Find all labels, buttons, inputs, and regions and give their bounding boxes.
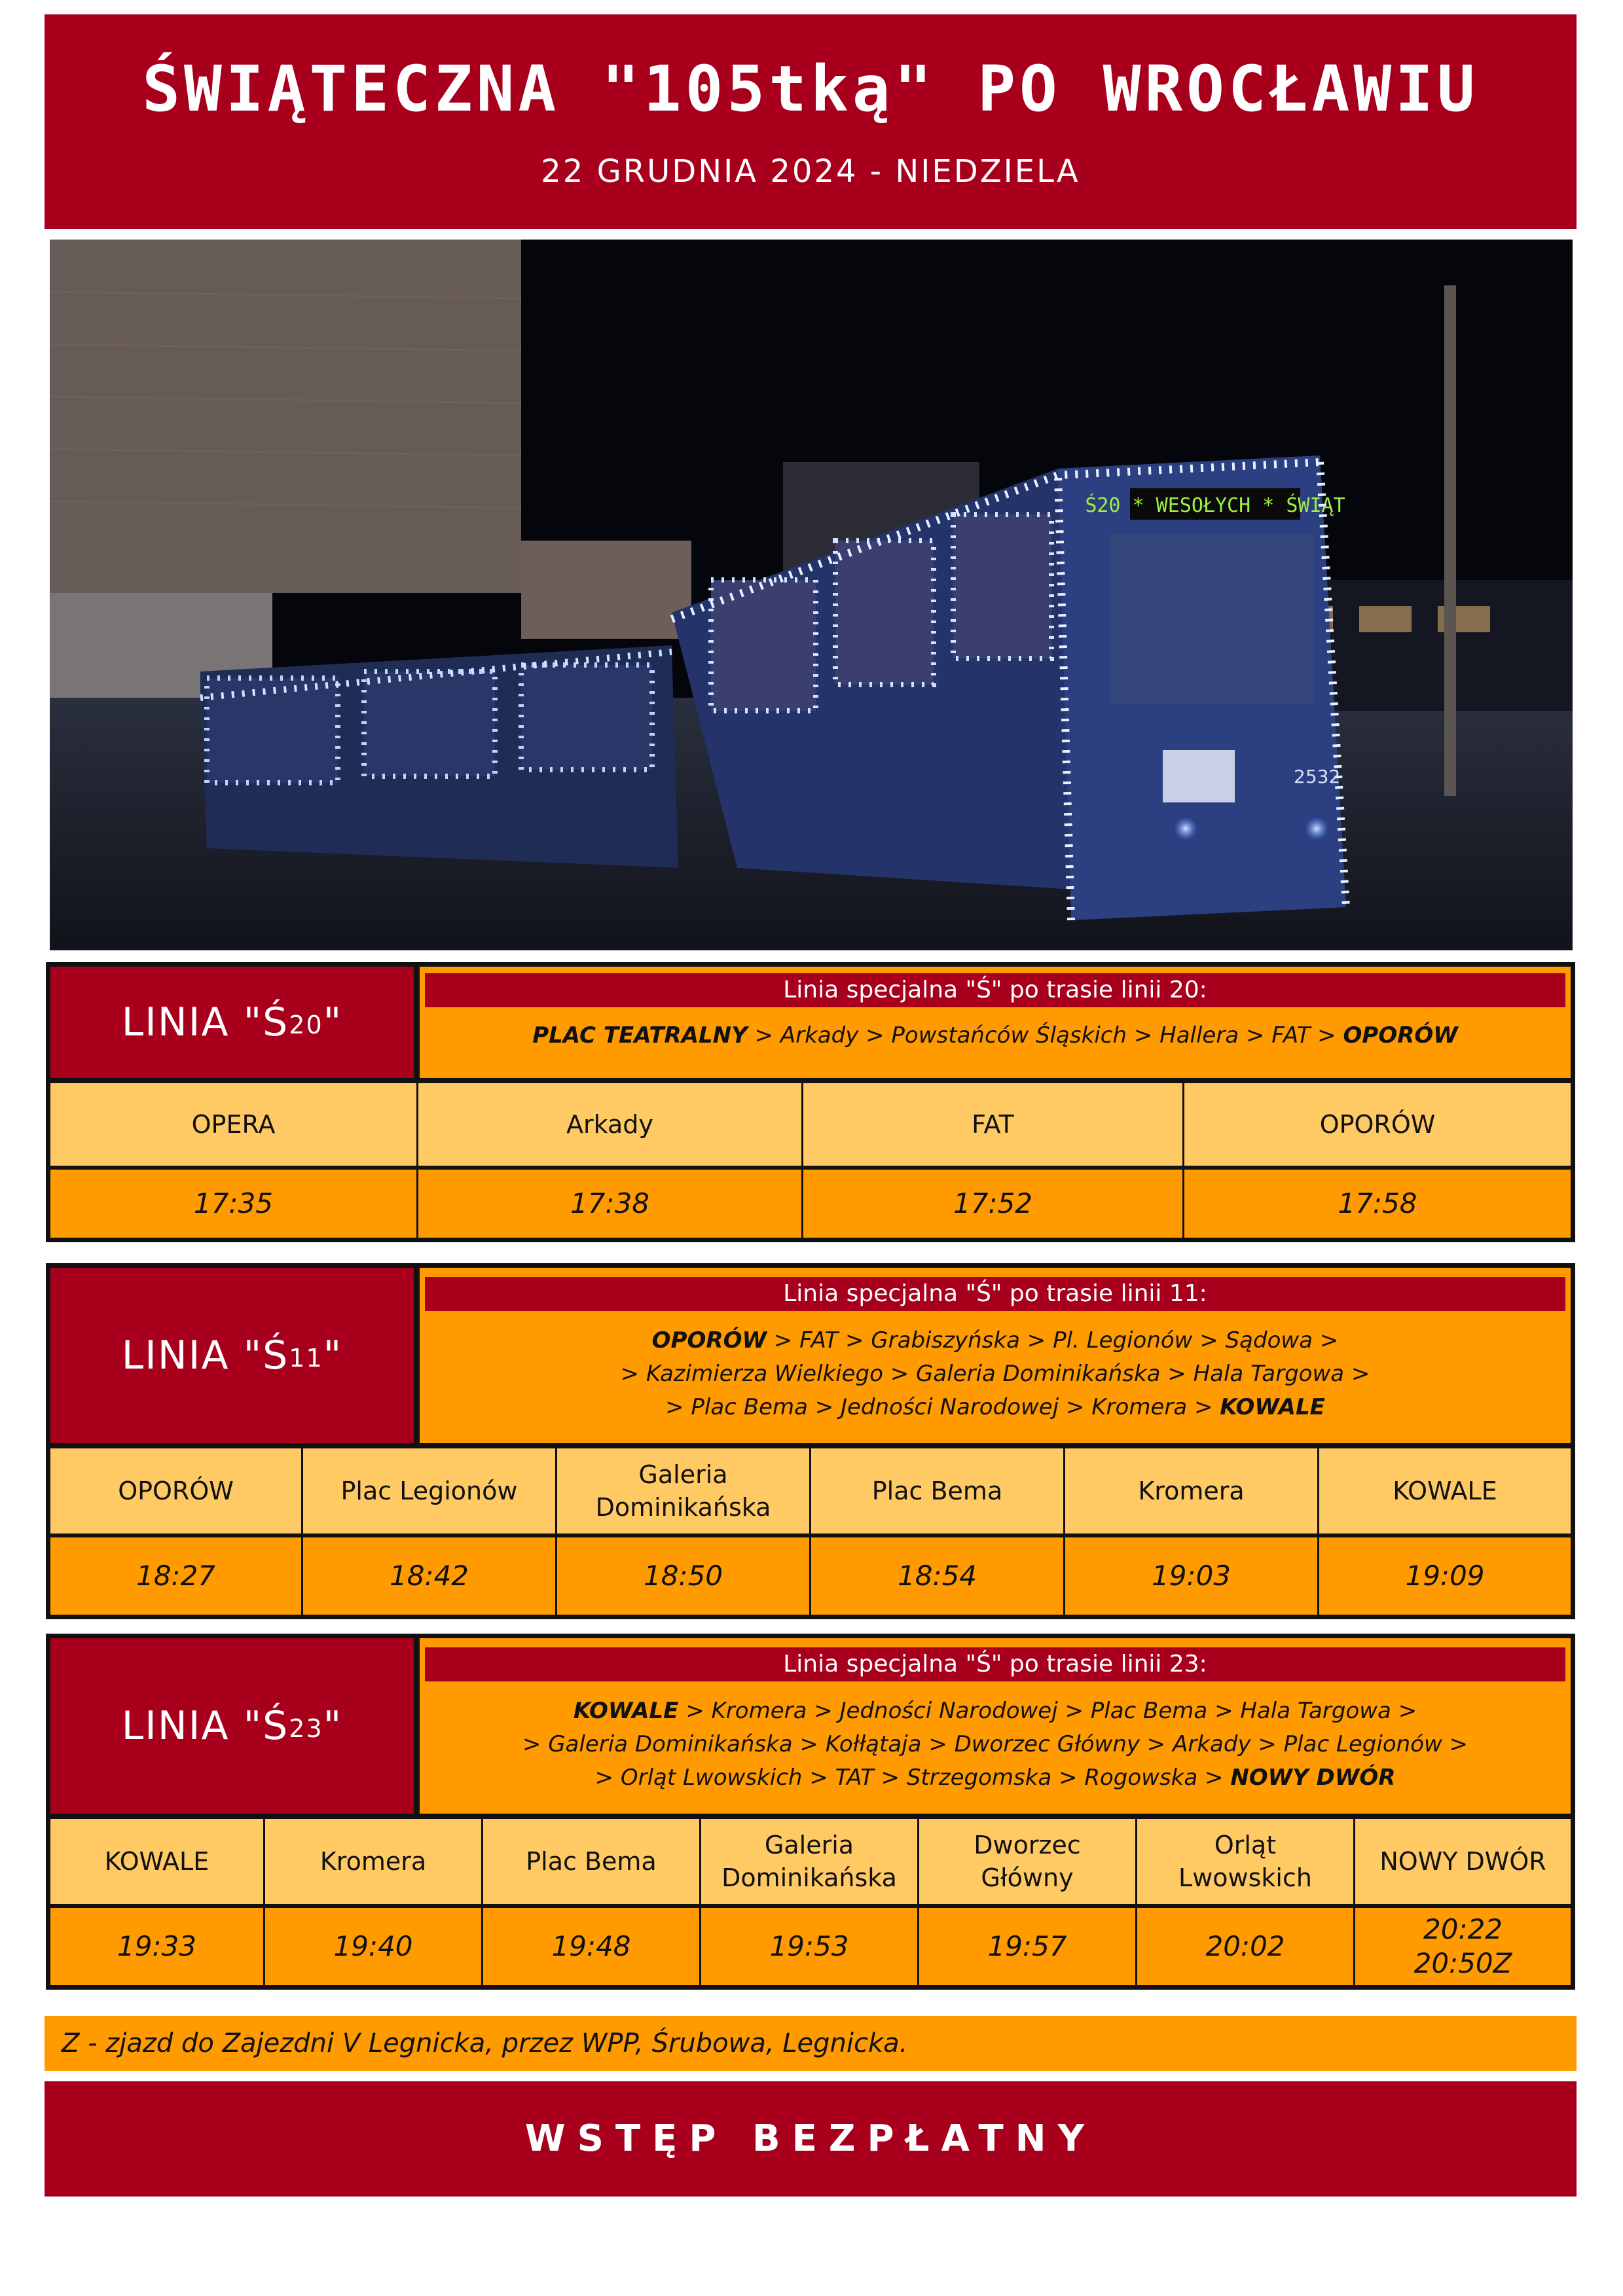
time-cell [1355,1908,1571,1985]
line-label-text: LINIA "Ś [121,1333,289,1378]
stop-cell [1184,1083,1571,1166]
line-s11-section [46,1263,1575,1619]
line-s11-times-row [50,1537,1571,1615]
line-s20-times-row [50,1170,1571,1238]
route-segment: KOWALE [573,1698,679,1724]
line-s23-section [46,1634,1575,1990]
line-s20-section [46,962,1575,1242]
stop-cell-text: OPORÓW [118,1477,234,1505]
time-cell-text: 18:42 [389,1560,469,1592]
stop-cell-text: Plac Bema [526,1847,657,1876]
stop-cell [1137,1819,1355,1904]
time-cell-text: 17:38 [570,1187,650,1219]
line-label-number: 11 [289,1344,323,1372]
stop-cell [701,1819,919,1904]
line-label-end: " [323,1703,343,1749]
time-cell [557,1537,811,1615]
stop-cell [919,1819,1137,1904]
line-s20-label [50,967,414,1078]
stop-cell [803,1083,1184,1166]
stop-cell-text: KOWALE [104,1847,210,1876]
line-label-number: 20 [289,1011,323,1039]
tram-photo [50,240,1573,950]
tram-illustration [50,240,1573,950]
time-cell [303,1537,557,1615]
stop-cell [303,1448,557,1534]
stop-cell [1065,1448,1319,1534]
stop-cell [50,1448,303,1534]
line-s20-info-title: Linia specjalna "Ś" po trasie linii 20: [425,973,1565,1007]
stop-cell [811,1448,1065,1534]
route-segment: > Galeria Dominikańska > Kołłątaja > Dworzec Główny > Arkady > Plac Legionów > [522,1731,1468,1757]
time-cell [1184,1170,1571,1238]
route-line [420,1324,1571,1357]
route-segment: PLAC TEATRALNY [532,1022,748,1049]
line-s11-info-title: Linia specjalna "Ś" po trasie linii 11: [425,1277,1565,1311]
page-title: ŚWIĄTECZNA "105tką" PO WROCŁAWIU [142,52,1479,126]
time-cell-text: 19:48 [551,1930,631,1962]
line-label-number: 23 [289,1714,323,1743]
tram-display: Ś20 * WESOŁYCH * ŚWIĄT [1085,494,1345,517]
line-s11-route [420,1324,1571,1424]
route-segment: > Kromera > Jedności Narodowej > Plac Bema > Hala Targowa > [678,1698,1417,1724]
stop-cell-text: Kromera [319,1847,427,1876]
route-line [420,1357,1571,1391]
route-segment: KOWALE [1220,1394,1325,1420]
stop-cell-text: NOWY DWÓR [1379,1847,1546,1876]
route-line [420,1728,1571,1761]
time-cell-text: 18:50 [643,1560,723,1592]
route-line [420,1019,1571,1052]
stop-cell-text: Galeria Dominikańska [721,1831,897,1892]
time-cell [265,1908,483,1985]
route-segment: > Kazimierza Wielkiego > Galeria Dominikańska > Hala Targowa > [620,1361,1370,1387]
route-segment: > Orląt Lwowskich > TAT > Strzegomska > Rogowska > [594,1765,1231,1791]
route-line [420,1391,1571,1424]
time-cell [701,1908,919,1985]
time-cell-text: 19:53 [769,1930,849,1962]
route-segment: > Plac Bema > Jedności Narodowej > Kromera > [665,1394,1220,1420]
time-cell-text: 19:09 [1405,1560,1485,1592]
stop-cell-text: Plac Bema [871,1477,1003,1505]
route-segment: OPORÓW [1343,1022,1458,1049]
stop-cell [557,1448,811,1534]
stop-cell-text: Galeria Dominikańska [595,1460,771,1522]
line-s11-label [50,1268,414,1443]
line-label-text: LINIA "Ś [121,1703,289,1749]
header-banner [45,14,1577,229]
time-cell [50,1170,418,1238]
time-cell [418,1170,803,1238]
line-s23-times-row [50,1908,1571,1985]
stop-cell-text: KOWALE [1393,1477,1497,1505]
free-entry-banner: WSTĘP BEZPŁATNY [45,2081,1577,2197]
time-cell-text: 19:57 [987,1930,1067,1962]
time-cell-text: 17:52 [953,1187,1033,1219]
line-s23-info-title: Linia specjalna "Ś" po trasie linii 23: [425,1647,1565,1681]
time-cell-text: 20:02 [1205,1930,1285,1962]
route-segment: NOWY DWÓR [1230,1765,1396,1791]
time-cell-text: 18:27 [136,1560,216,1592]
stop-cell [418,1083,803,1166]
route-line [420,1761,1571,1795]
route-line [420,1695,1571,1728]
time-cell-text: 17:58 [1338,1187,1417,1219]
line-label-text: LINIA "Ś [121,999,289,1045]
route-segment: OPORÓW [651,1327,767,1354]
time-cell-text: 20:22 20:50Z [1413,1913,1512,1979]
stop-cell-text: Dworzec Główny [974,1831,1081,1892]
route-segment: > FAT > Grabiszyńska > Pl. Legionów > Sądowa > [766,1327,1339,1354]
line-s20-route [420,1019,1571,1052]
stop-cell [1355,1819,1571,1904]
line-s11-info [420,1268,1571,1443]
route-segment: > Arkady > Powstańców Śląskich > Hallera > FAT > [747,1022,1343,1049]
stop-cell [50,1819,265,1904]
line-s20-info [420,967,1571,1078]
stop-cell-text: OPORÓW [1319,1110,1436,1139]
time-cell [803,1170,1184,1238]
time-cell [1137,1908,1355,1985]
tram-number: 2532 [1294,766,1341,787]
time-cell [1319,1537,1571,1615]
stop-cell-text: Orląt Lwowskich [1178,1831,1312,1892]
line-s11-stops-row [50,1448,1571,1534]
time-cell [919,1908,1137,1985]
stop-cell-text: Kromera [1138,1477,1245,1505]
line-s23-route [420,1695,1571,1795]
stop-cell-text: OPERA [191,1110,276,1139]
stop-cell-text: FAT [972,1110,1014,1139]
time-cell-text: 19:03 [1151,1560,1231,1592]
stop-cell [1319,1448,1571,1534]
stop-cell [265,1819,483,1904]
footnote: Z - zjazd do Zajezdni V Legnicka, przez WPP, Śrubowa, Legnicka. [45,2016,1577,2071]
line-s23-label [50,1638,414,1814]
time-cell [483,1908,701,1985]
time-cell [50,1537,303,1615]
line-s20-stops-row [50,1083,1571,1166]
time-cell-text: 17:35 [193,1187,274,1219]
stop-cell-text: Arkady [566,1110,653,1139]
stop-cell-text: Plac Legionów [340,1477,518,1505]
stop-cell [50,1083,418,1166]
time-cell [811,1537,1065,1615]
line-s23-info [420,1638,1571,1814]
time-cell [50,1908,265,1985]
line-label-end: " [323,999,343,1045]
stop-cell [483,1819,701,1904]
time-cell-text: 19:33 [117,1930,197,1962]
time-cell [1065,1537,1319,1615]
line-s23-stops-row [50,1819,1571,1904]
time-cell-text: 18:54 [897,1560,977,1592]
line-label-end: " [323,1333,343,1378]
time-cell-text: 19:40 [333,1930,413,1962]
page-subtitle: 22 GRUDNIA 2024 - NIEDZIELA [541,153,1080,190]
